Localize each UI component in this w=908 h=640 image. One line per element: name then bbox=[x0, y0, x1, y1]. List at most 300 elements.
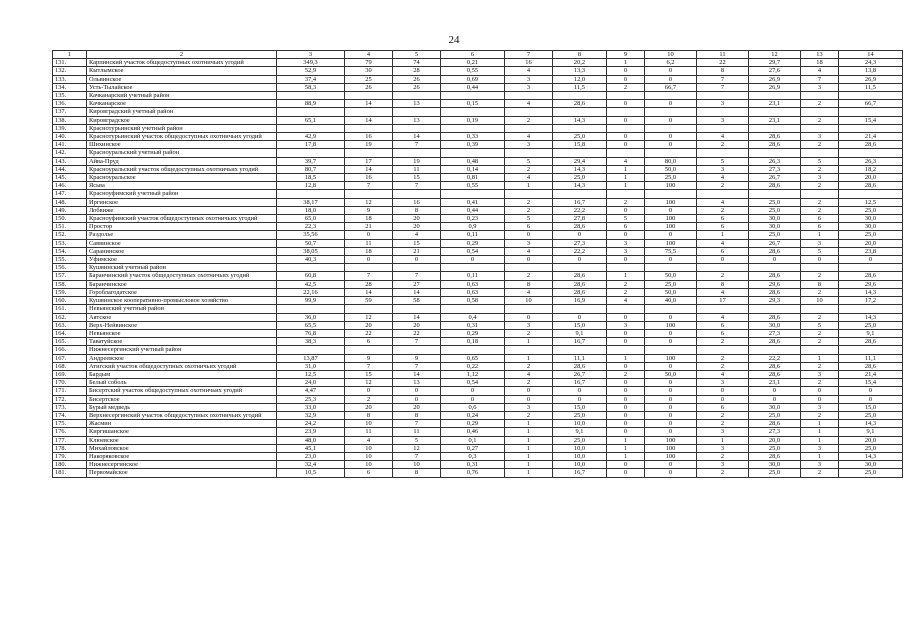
column-header: 12 bbox=[749, 51, 801, 59]
table-row bbox=[53, 461, 903, 469]
value-cell bbox=[697, 92, 749, 100]
value-cell: 20,0 bbox=[839, 436, 903, 444]
value-cell: 28 bbox=[345, 280, 393, 288]
value-cell: 42,5 bbox=[277, 280, 345, 288]
value-cell: 0 bbox=[801, 395, 839, 403]
value-cell: 0 bbox=[645, 469, 697, 477]
value-cell bbox=[345, 149, 393, 157]
value-cell: 1 bbox=[607, 174, 645, 182]
row-number: 136. bbox=[53, 100, 87, 108]
value-cell: 3 bbox=[697, 165, 749, 173]
value-cell: 22,16 bbox=[277, 288, 345, 296]
row-number: 173. bbox=[53, 403, 87, 411]
value-cell: 25,0 bbox=[553, 436, 607, 444]
value-cell bbox=[801, 108, 839, 116]
area-name: Бисертский участок общедоступных охотничьих угодий bbox=[87, 387, 277, 395]
district-name: Кировградский учетный район bbox=[87, 108, 277, 116]
value-cell: 0,18 bbox=[441, 338, 505, 346]
value-cell: 0,19 bbox=[441, 116, 505, 124]
area-name: Лобвиже bbox=[87, 206, 277, 214]
value-cell: 8 bbox=[393, 206, 441, 214]
value-cell bbox=[393, 92, 441, 100]
area-name: Саввинское bbox=[87, 239, 277, 247]
value-cell: 11,5 bbox=[553, 83, 607, 91]
row-number: 145. bbox=[53, 174, 87, 182]
row-number: 135. bbox=[53, 92, 87, 100]
value-cell: 10 bbox=[801, 297, 839, 305]
value-cell: 0,46 bbox=[441, 428, 505, 436]
value-cell: 27,6 bbox=[749, 67, 801, 75]
value-cell: 15,0 bbox=[553, 321, 607, 329]
value-cell: 0,9 bbox=[441, 223, 505, 231]
value-cell: 13 bbox=[393, 379, 441, 387]
value-cell: 2 bbox=[697, 452, 749, 460]
value-cell: 26,9 bbox=[839, 75, 903, 83]
value-cell: 1 bbox=[697, 436, 749, 444]
value-cell: 36,0 bbox=[277, 313, 345, 321]
area-name: Качканарское bbox=[87, 100, 277, 108]
row-number: 138. bbox=[53, 116, 87, 124]
value-cell: 18,2 bbox=[839, 165, 903, 173]
value-cell bbox=[345, 305, 393, 313]
value-cell: 1 bbox=[607, 165, 645, 173]
area-name: Кушвинское кооперативно-промысловое хозяйство bbox=[87, 297, 277, 305]
value-cell bbox=[505, 92, 553, 100]
value-cell: 30 bbox=[345, 67, 393, 75]
table-row bbox=[53, 338, 903, 346]
value-cell: 6 bbox=[697, 329, 749, 337]
value-cell: 0 bbox=[645, 420, 697, 428]
value-cell: 38,17 bbox=[277, 198, 345, 206]
value-cell bbox=[505, 190, 553, 198]
value-cell: 2 bbox=[505, 329, 553, 337]
value-cell: 25 bbox=[345, 75, 393, 83]
value-cell: 1 bbox=[505, 420, 553, 428]
value-cell: 16,7 bbox=[553, 338, 607, 346]
value-cell: 100 bbox=[645, 223, 697, 231]
value-cell: 4 bbox=[505, 288, 553, 296]
table-row bbox=[53, 231, 903, 239]
value-cell bbox=[645, 92, 697, 100]
value-cell: 0,1 bbox=[441, 436, 505, 444]
value-cell: 28,6 bbox=[839, 141, 903, 149]
value-cell bbox=[345, 264, 393, 272]
value-cell: 8 bbox=[505, 280, 553, 288]
value-cell: 7 bbox=[697, 75, 749, 83]
value-cell bbox=[839, 264, 903, 272]
value-cell: 6 bbox=[607, 223, 645, 231]
area-name: Усть-Тылайское bbox=[87, 83, 277, 91]
value-cell: 40,0 bbox=[645, 297, 697, 305]
value-cell bbox=[607, 108, 645, 116]
value-cell: 12 bbox=[393, 444, 441, 452]
value-cell bbox=[505, 305, 553, 313]
value-cell: 3 bbox=[801, 403, 839, 411]
value-cell: 11,5 bbox=[839, 83, 903, 91]
value-cell: 15,0 bbox=[553, 403, 607, 411]
value-cell: 9 bbox=[345, 206, 393, 214]
value-cell: 0 bbox=[553, 387, 607, 395]
value-cell bbox=[749, 264, 801, 272]
value-cell: 10 bbox=[345, 420, 393, 428]
value-cell: 28,6 bbox=[839, 338, 903, 346]
row-number: 157. bbox=[53, 272, 87, 280]
value-cell: 0 bbox=[505, 256, 553, 264]
row-number: 137. bbox=[53, 108, 87, 116]
value-cell: 28,6 bbox=[749, 452, 801, 460]
value-cell: 0,31 bbox=[441, 461, 505, 469]
value-cell: 50,7 bbox=[277, 239, 345, 247]
table-row bbox=[53, 198, 903, 206]
value-cell: 6 bbox=[801, 223, 839, 231]
value-cell: 3 bbox=[801, 239, 839, 247]
value-cell: 29,6 bbox=[749, 280, 801, 288]
value-cell bbox=[801, 305, 839, 313]
value-cell: 23,9 bbox=[277, 428, 345, 436]
area-name: Красноуральское bbox=[87, 174, 277, 182]
value-cell: 23,1 bbox=[749, 379, 801, 387]
area-name: Аятское bbox=[87, 313, 277, 321]
value-cell: 0 bbox=[553, 231, 607, 239]
value-cell: 50,0 bbox=[645, 272, 697, 280]
value-cell: 0,23 bbox=[441, 215, 505, 223]
value-cell: 2 bbox=[801, 313, 839, 321]
value-cell bbox=[505, 149, 553, 157]
value-cell: 27,3 bbox=[749, 165, 801, 173]
value-cell bbox=[345, 124, 393, 132]
value-cell bbox=[393, 264, 441, 272]
table-row bbox=[53, 215, 903, 223]
value-cell: 0 bbox=[505, 395, 553, 403]
value-cell: 22 bbox=[345, 329, 393, 337]
value-cell: 13,8 bbox=[839, 67, 903, 75]
value-cell: 0 bbox=[345, 256, 393, 264]
value-cell: 0,3 bbox=[441, 452, 505, 460]
value-cell: 12,0 bbox=[553, 75, 607, 83]
value-cell: 0 bbox=[607, 256, 645, 264]
value-cell: 2 bbox=[607, 288, 645, 296]
value-cell: 0 bbox=[607, 379, 645, 387]
value-cell: 28,6 bbox=[553, 362, 607, 370]
value-cell: 20,2 bbox=[553, 59, 607, 67]
value-cell: 6 bbox=[345, 338, 393, 346]
value-cell bbox=[505, 264, 553, 272]
column-header: 10 bbox=[645, 51, 697, 59]
value-cell: 15,0 bbox=[839, 403, 903, 411]
value-cell bbox=[645, 124, 697, 132]
value-cell: 27,3 bbox=[749, 329, 801, 337]
value-cell: 8 bbox=[393, 411, 441, 419]
value-cell: 25,0 bbox=[839, 444, 903, 452]
value-cell: 25,0 bbox=[645, 280, 697, 288]
value-cell: 25,0 bbox=[749, 469, 801, 477]
value-cell bbox=[697, 346, 749, 354]
value-cell: 0,14 bbox=[441, 165, 505, 173]
value-cell bbox=[393, 190, 441, 198]
value-cell bbox=[393, 149, 441, 157]
value-cell: 12,5 bbox=[277, 370, 345, 378]
value-cell bbox=[553, 190, 607, 198]
value-cell: 3 bbox=[697, 100, 749, 108]
value-cell: 0 bbox=[607, 420, 645, 428]
value-cell: 28,6 bbox=[553, 280, 607, 288]
value-cell bbox=[441, 108, 505, 116]
table-row bbox=[53, 280, 903, 288]
value-cell: 18 bbox=[345, 247, 393, 255]
value-cell bbox=[393, 346, 441, 354]
value-cell: 2 bbox=[505, 272, 553, 280]
value-cell: 100 bbox=[645, 452, 697, 460]
value-cell bbox=[839, 305, 903, 313]
value-cell: 3 bbox=[697, 428, 749, 436]
row-number: 143. bbox=[53, 157, 87, 165]
row-number: 178. bbox=[53, 444, 87, 452]
value-cell: 23,8 bbox=[839, 247, 903, 255]
value-cell: 9,1 bbox=[839, 428, 903, 436]
area-name: Айва-Пруд bbox=[87, 157, 277, 165]
value-cell: 0,76 bbox=[441, 469, 505, 477]
value-cell: 1 bbox=[607, 436, 645, 444]
value-cell: 0,29 bbox=[441, 420, 505, 428]
value-cell bbox=[441, 305, 505, 313]
value-cell: 0 bbox=[553, 256, 607, 264]
value-cell bbox=[553, 264, 607, 272]
value-cell: 0,69 bbox=[441, 75, 505, 83]
area-name: Бурый медведь bbox=[87, 403, 277, 411]
district-name: Кушвинский учетный район bbox=[87, 264, 277, 272]
row-number: 165. bbox=[53, 338, 87, 346]
value-cell: 48,0 bbox=[277, 436, 345, 444]
value-cell: 5 bbox=[393, 436, 441, 444]
area-name: Уфимское bbox=[87, 256, 277, 264]
value-cell: 2 bbox=[801, 288, 839, 296]
value-cell: 0,39 bbox=[441, 141, 505, 149]
row-number: 133. bbox=[53, 75, 87, 83]
value-cell: 66,7 bbox=[645, 83, 697, 91]
value-cell: 4 bbox=[505, 370, 553, 378]
value-cell: 4 bbox=[393, 231, 441, 239]
value-cell: 8 bbox=[697, 280, 749, 288]
value-cell: 25,0 bbox=[553, 133, 607, 141]
value-cell: 0 bbox=[697, 387, 749, 395]
table-row bbox=[53, 469, 903, 477]
value-cell: 17 bbox=[697, 297, 749, 305]
row-number: 159. bbox=[53, 288, 87, 296]
value-cell: 0 bbox=[645, 141, 697, 149]
value-cell: 21 bbox=[345, 223, 393, 231]
value-cell: 100 bbox=[645, 321, 697, 329]
table-row bbox=[53, 452, 903, 460]
table-row bbox=[53, 379, 903, 387]
value-cell: 0 bbox=[645, 231, 697, 239]
value-cell: 100 bbox=[645, 444, 697, 452]
value-cell: 2 bbox=[345, 395, 393, 403]
value-cell: 11 bbox=[345, 239, 393, 247]
value-cell: 4 bbox=[697, 370, 749, 378]
value-cell bbox=[553, 305, 607, 313]
row-number: 181. bbox=[53, 469, 87, 477]
value-cell: 0,29 bbox=[441, 239, 505, 247]
value-cell: 0 bbox=[607, 313, 645, 321]
value-cell: 30,0 bbox=[749, 461, 801, 469]
value-cell: 0 bbox=[645, 133, 697, 141]
value-cell: 14 bbox=[345, 116, 393, 124]
value-cell: 2 bbox=[697, 182, 749, 190]
value-cell: 20 bbox=[393, 321, 441, 329]
value-cell: 0 bbox=[345, 231, 393, 239]
row-number: 167. bbox=[53, 354, 87, 362]
value-cell: 2 bbox=[505, 379, 553, 387]
value-cell: 0 bbox=[645, 313, 697, 321]
value-cell: 4 bbox=[697, 288, 749, 296]
value-cell: 100 bbox=[645, 215, 697, 223]
value-cell: 16,9 bbox=[553, 297, 607, 305]
value-cell: 35,56 bbox=[277, 231, 345, 239]
table-row bbox=[53, 272, 903, 280]
value-cell: 2 bbox=[607, 370, 645, 378]
row-number: 176. bbox=[53, 428, 87, 436]
value-cell: 76,8 bbox=[277, 329, 345, 337]
value-cell: 0 bbox=[645, 428, 697, 436]
value-cell: 0 bbox=[393, 256, 441, 264]
district-name: Нижнесергинский учетный район bbox=[87, 346, 277, 354]
value-cell: 1 bbox=[505, 444, 553, 452]
value-cell: 30,0 bbox=[839, 215, 903, 223]
value-cell: 3 bbox=[697, 116, 749, 124]
table-row bbox=[53, 206, 903, 214]
area-name: Красноуральский участок общедоступных охотничьих угодий bbox=[87, 165, 277, 173]
area-name: Верх-Нейвинское bbox=[87, 321, 277, 329]
value-cell: 0 bbox=[607, 75, 645, 83]
value-cell: 25,0 bbox=[839, 469, 903, 477]
value-cell: 6 bbox=[697, 403, 749, 411]
value-cell: 0 bbox=[607, 411, 645, 419]
table-row bbox=[53, 239, 903, 247]
value-cell: 6 bbox=[697, 247, 749, 255]
area-name: Ясьва bbox=[87, 182, 277, 190]
value-cell: 0,24 bbox=[441, 411, 505, 419]
value-cell: 20 bbox=[393, 223, 441, 231]
value-cell: 7 bbox=[697, 83, 749, 91]
value-cell: 3 bbox=[607, 247, 645, 255]
value-cell: 0 bbox=[607, 100, 645, 108]
value-cell: 2 bbox=[697, 469, 749, 477]
value-cell bbox=[553, 92, 607, 100]
value-cell bbox=[277, 124, 345, 132]
value-cell: 14,3 bbox=[839, 288, 903, 296]
value-cell bbox=[553, 346, 607, 354]
value-cell bbox=[553, 124, 607, 132]
value-cell: 30,0 bbox=[839, 223, 903, 231]
value-cell bbox=[749, 190, 801, 198]
row-number: 155. bbox=[53, 256, 87, 264]
value-cell: 5 bbox=[801, 247, 839, 255]
value-cell: 29,4 bbox=[553, 157, 607, 165]
value-cell bbox=[607, 124, 645, 132]
value-cell: 25,0 bbox=[839, 206, 903, 214]
table-row bbox=[53, 133, 903, 141]
table-row bbox=[53, 321, 903, 329]
area-name: Баранчинский участок общедоступных охотничьих угодий bbox=[87, 272, 277, 280]
value-cell: 15 bbox=[393, 174, 441, 182]
value-cell: 2 bbox=[505, 198, 553, 206]
value-cell: 14 bbox=[345, 288, 393, 296]
value-cell: 0 bbox=[607, 116, 645, 124]
column-header: 13 bbox=[801, 51, 839, 59]
value-cell: 11,1 bbox=[553, 354, 607, 362]
value-cell: 5 bbox=[505, 215, 553, 223]
value-cell: 1 bbox=[607, 354, 645, 362]
table-row bbox=[53, 157, 903, 165]
value-cell: 4 bbox=[697, 174, 749, 182]
value-cell bbox=[607, 149, 645, 157]
value-cell: 20,0 bbox=[749, 436, 801, 444]
value-cell: 3 bbox=[801, 461, 839, 469]
value-cell: 100 bbox=[645, 198, 697, 206]
area-name: Белый соболь bbox=[87, 379, 277, 387]
value-cell: 2 bbox=[697, 141, 749, 149]
row-number: 153. bbox=[53, 239, 87, 247]
value-cell bbox=[839, 149, 903, 157]
value-cell: 0 bbox=[607, 387, 645, 395]
value-cell: 0 bbox=[441, 256, 505, 264]
value-cell bbox=[801, 92, 839, 100]
table-row bbox=[53, 420, 903, 428]
value-cell bbox=[277, 149, 345, 157]
value-cell: 11 bbox=[393, 165, 441, 173]
value-cell: 14,3 bbox=[553, 165, 607, 173]
value-cell: 5 bbox=[801, 157, 839, 165]
value-cell: 0 bbox=[839, 395, 903, 403]
value-cell bbox=[839, 124, 903, 132]
value-cell: 2 bbox=[697, 420, 749, 428]
value-cell: 7 bbox=[393, 182, 441, 190]
table-row bbox=[53, 264, 903, 272]
value-cell: 0 bbox=[345, 387, 393, 395]
table-row bbox=[53, 354, 903, 362]
value-cell: 15,4 bbox=[839, 379, 903, 387]
row-number: 170. bbox=[53, 379, 87, 387]
value-cell: 4 bbox=[697, 198, 749, 206]
value-cell: 0 bbox=[505, 231, 553, 239]
value-cell: 22 bbox=[393, 329, 441, 337]
value-cell bbox=[607, 190, 645, 198]
value-cell: 1,12 bbox=[441, 370, 505, 378]
value-cell: 28,6 bbox=[839, 272, 903, 280]
value-cell: 0 bbox=[607, 141, 645, 149]
value-cell: 1 bbox=[607, 182, 645, 190]
table-row bbox=[53, 297, 903, 305]
table-row bbox=[53, 305, 903, 313]
value-cell: 0 bbox=[645, 395, 697, 403]
row-number: 168. bbox=[53, 362, 87, 370]
value-cell bbox=[345, 92, 393, 100]
value-cell: 3 bbox=[505, 141, 553, 149]
value-cell bbox=[645, 149, 697, 157]
value-cell: 0 bbox=[697, 256, 749, 264]
value-cell: 2 bbox=[505, 116, 553, 124]
value-cell: 58 bbox=[393, 297, 441, 305]
value-cell: 2 bbox=[505, 165, 553, 173]
value-cell: 3 bbox=[697, 461, 749, 469]
table-row bbox=[53, 182, 903, 190]
value-cell: 3 bbox=[801, 133, 839, 141]
value-cell bbox=[801, 190, 839, 198]
value-cell: 27,3 bbox=[749, 428, 801, 436]
value-cell: 3 bbox=[607, 321, 645, 329]
value-cell: 12 bbox=[345, 198, 393, 206]
value-cell bbox=[277, 190, 345, 198]
